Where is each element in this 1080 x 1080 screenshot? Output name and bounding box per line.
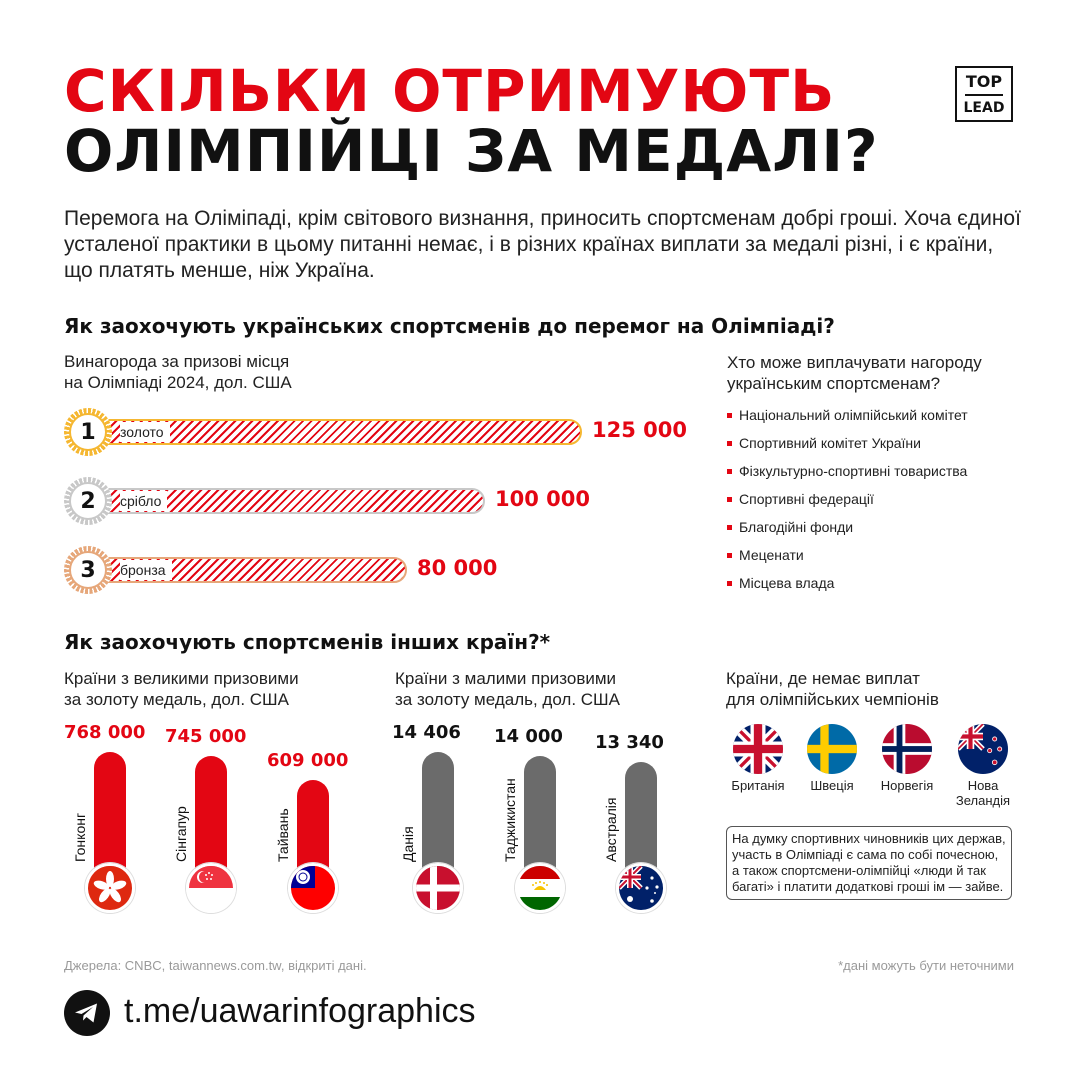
bullet-icon [727, 441, 732, 446]
singapore-flag-icon [186, 863, 236, 913]
medal-label-1: золото [120, 422, 170, 442]
britain-flag-icon [733, 724, 783, 774]
title-line-1: СКІЛЬКИ ОТРИМУЮТЬ [64, 57, 836, 125]
country-label: Сінгапур [173, 806, 189, 862]
payer-item [727, 544, 968, 572]
payer-text: Фізкультурно-спортивні товариства [739, 463, 968, 479]
medal-place-number: 3 [69, 551, 107, 589]
high-prize-title-line-2: за золоту медаль, дол. США [64, 690, 289, 709]
sweden-label [792, 778, 872, 793]
new-zealand-label-line-1: Нова [967, 778, 999, 793]
ukraine-subtitle-line-2: на Олімпіаді 2024, дол. США [64, 373, 292, 392]
thermometer-value: 745 000 [165, 726, 247, 747]
intro-paragraph: Перемога на Оліміпаді, крім світового визнання, приносить спортсменам добрі гроші. Хоча єдиної усталеної практики в цьому питанні немає, і в різних країнах виплати за медалі різні, і є країни, що платять менше, ніж Україна. [64, 207, 1021, 282]
payer-text: Благодійні фонди [739, 519, 854, 535]
medal-place-number: 2 [69, 482, 107, 520]
payer-item [727, 572, 968, 600]
payer-item [727, 432, 968, 460]
payers-list [727, 404, 968, 600]
medal-value-3: 80 000 [417, 556, 498, 580]
payers-title [727, 352, 982, 394]
britain-label-line-1: Британія [731, 778, 785, 793]
top-lead-logo [955, 66, 1013, 122]
payer-item [727, 488, 968, 516]
country-label: Тайвань [275, 808, 291, 862]
medal-place-number: 1 [69, 413, 107, 451]
no-prize-title [726, 668, 939, 710]
denmark-flag-icon [413, 863, 463, 913]
tajikistan-flag-icon [515, 863, 565, 913]
medal-icon-1 [64, 408, 112, 456]
telegram-link[interactable]: t.me/uawarinfographics [124, 992, 476, 1030]
payer-text: Спортивний комітет України [739, 435, 921, 451]
logo-top-text: TOP [965, 72, 1003, 91]
bullet-icon [727, 525, 732, 530]
explanation-note: На думку спортивних чиновників цих держав, участь в Олімпіаді є сама по собі почесною, а також спортсмени-олімпійці «люди й так багаті» і платити додаткові гроші ім — зайве. [726, 826, 1012, 900]
sweden-label-line-1: Швеція [810, 778, 854, 793]
payer-item [727, 460, 968, 488]
high-prize-title [64, 668, 299, 710]
sources-text: Джерела: CNBC, taiwannews.com.tw, відкриті дані. [64, 958, 367, 973]
new-zealand-label [943, 778, 1023, 808]
medal-icon-3 [64, 546, 112, 594]
ukraine-subtitle [64, 351, 292, 393]
hong-kong-flag-icon [85, 863, 135, 913]
medal-value-1: 125 000 [592, 418, 687, 442]
country-label: Австралія [603, 797, 619, 862]
low-prize-title-line-2: за золоту медаль, дол. США [395, 690, 620, 709]
payers-title-line-1: Хто може виплачувати нагороду [727, 353, 982, 372]
norway-label [867, 778, 947, 793]
britain-label [718, 778, 798, 793]
payers-title-line-2: українським спортсменам? [727, 374, 941, 393]
new-zealand-label-line-2: Зеландія [955, 793, 1011, 808]
thermometer-value: 14 000 [494, 726, 563, 747]
sweden-flag-icon [807, 724, 857, 774]
medal-value-2: 100 000 [495, 487, 590, 511]
country-label: Гонконг [72, 812, 88, 862]
norway-label-line-1: Норвегія [880, 778, 934, 793]
logo-divider [965, 94, 1003, 96]
thermometer-value: 609 000 [267, 750, 349, 771]
telegram-icon[interactable] [64, 990, 110, 1036]
country-label: Данія [400, 826, 416, 862]
medal-label-2: срібло [120, 491, 167, 511]
others-heading: Як заохочують спортсменів інших країн?* [64, 630, 551, 654]
country-label: Таджикистан [502, 778, 518, 862]
payer-text: Національний олімпійський комітет [739, 407, 968, 423]
medal-icon-2 [64, 477, 112, 525]
ukraine-subtitle-line-1: Винагорода за призові місця [64, 352, 290, 371]
thermometer-value: 14 406 [392, 722, 461, 743]
no-prize-title-line-2: для олімпійських чемпіонів [726, 690, 939, 709]
payer-text: Місцева влада [739, 575, 835, 591]
disclaimer-text: *дані можуть бути неточними [838, 958, 1014, 973]
payer-text: Спортивні федерації [739, 491, 874, 507]
title-line-2: ОЛІМПІЙЦІ ЗА МЕДАЛІ? [64, 117, 879, 185]
no-prize-title-line-1: Країни, де немає виплат [726, 669, 920, 688]
thermometer-value: 13 340 [595, 732, 664, 753]
bullet-icon [727, 553, 732, 558]
bullet-icon [727, 497, 732, 502]
thermometer-value: 768 000 [64, 722, 146, 743]
norway-flag-icon [882, 724, 932, 774]
taiwan-flag-icon [288, 863, 338, 913]
bullet-icon [727, 469, 732, 474]
payer-item [727, 516, 968, 544]
new-zealand-flag-icon [958, 724, 1008, 774]
bullet-icon [727, 413, 732, 418]
bullet-icon [727, 581, 732, 586]
low-prize-title-line-1: Країни з малими призовими [395, 669, 617, 688]
payer-text: Меценати [739, 547, 804, 563]
medal-label-3: бронза [120, 560, 172, 580]
low-prize-title [395, 668, 620, 710]
payer-item [727, 404, 968, 432]
australia-flag-icon [616, 863, 666, 913]
ukraine-heading: Як заохочують українських спортсменів до перемог на Олімпіаді? [64, 314, 835, 338]
high-prize-title-line-1: Країни з великими призовими [64, 669, 299, 688]
logo-bottom-text: LEAD [963, 100, 1005, 116]
